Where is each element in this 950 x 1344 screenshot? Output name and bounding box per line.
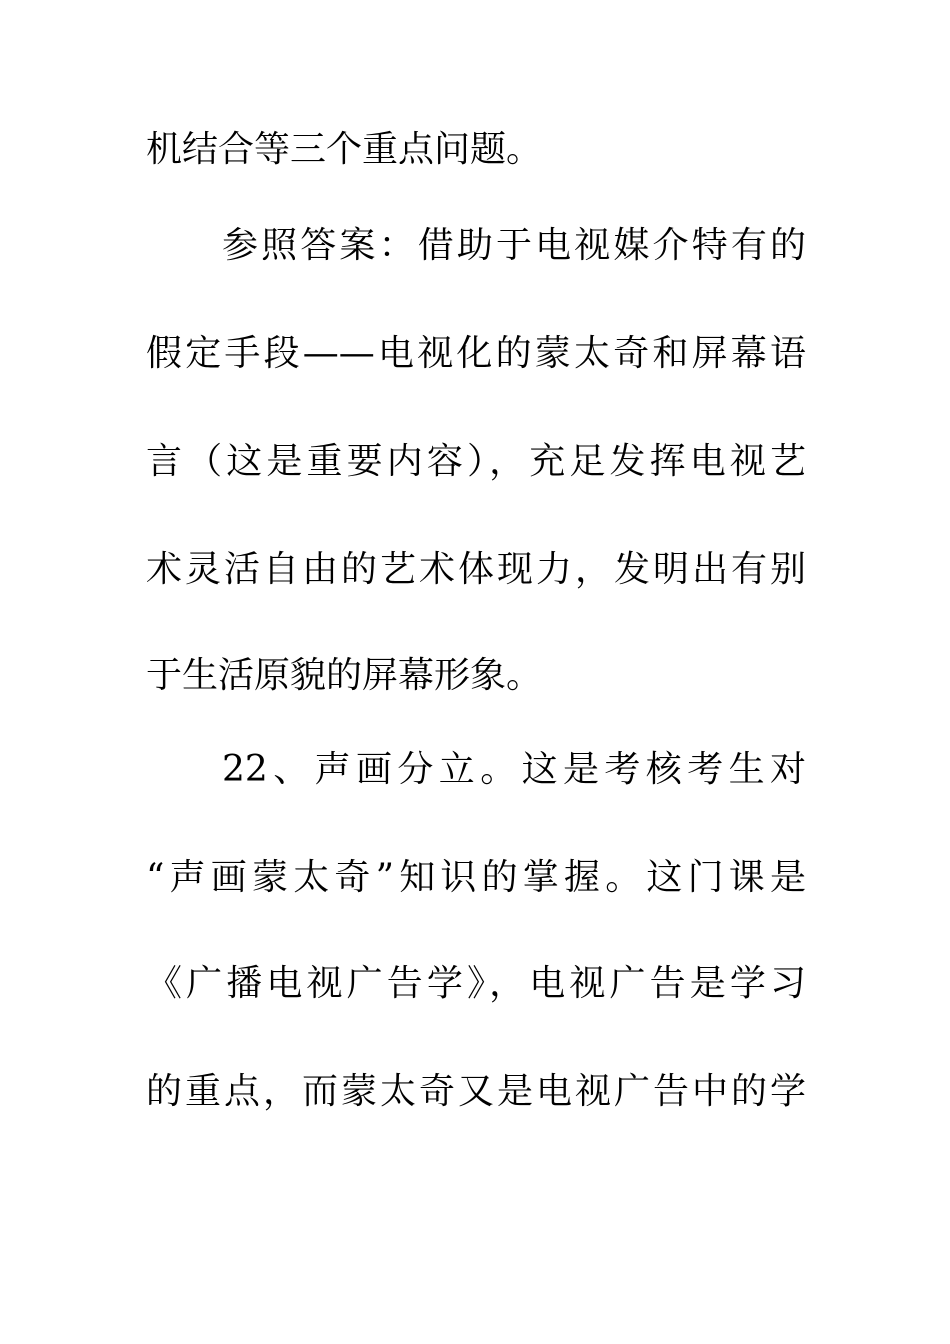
text-line-6: 于生活原貌的屏幕形象。 — [146, 655, 543, 696]
text-line-3: 假定手段——电视化的蒙太奇和屏幕语 — [146, 333, 806, 374]
text-line-2: 参照答案：借助于电视媒介特有的 — [222, 225, 806, 266]
text-line-7: 22、声画分立。这是考核考生对 — [222, 749, 806, 790]
text-line-1: 机结合等三个重点问题。 — [146, 129, 543, 170]
text-line-8: “声画蒙太奇”知识的掌握。这门课是 — [146, 857, 806, 898]
text-line-5: 术灵活自由的艺术体现力，发明出有别 — [146, 549, 806, 590]
text-line-4: 言（这是重要内容），充足发挥电视艺 — [146, 441, 806, 482]
text-line-10: 的重点，而蒙太奇又是电视广告中的学 — [146, 1071, 806, 1112]
text-line-9: 《广播电视广告学》，电视广告是学习 — [146, 963, 806, 1004]
